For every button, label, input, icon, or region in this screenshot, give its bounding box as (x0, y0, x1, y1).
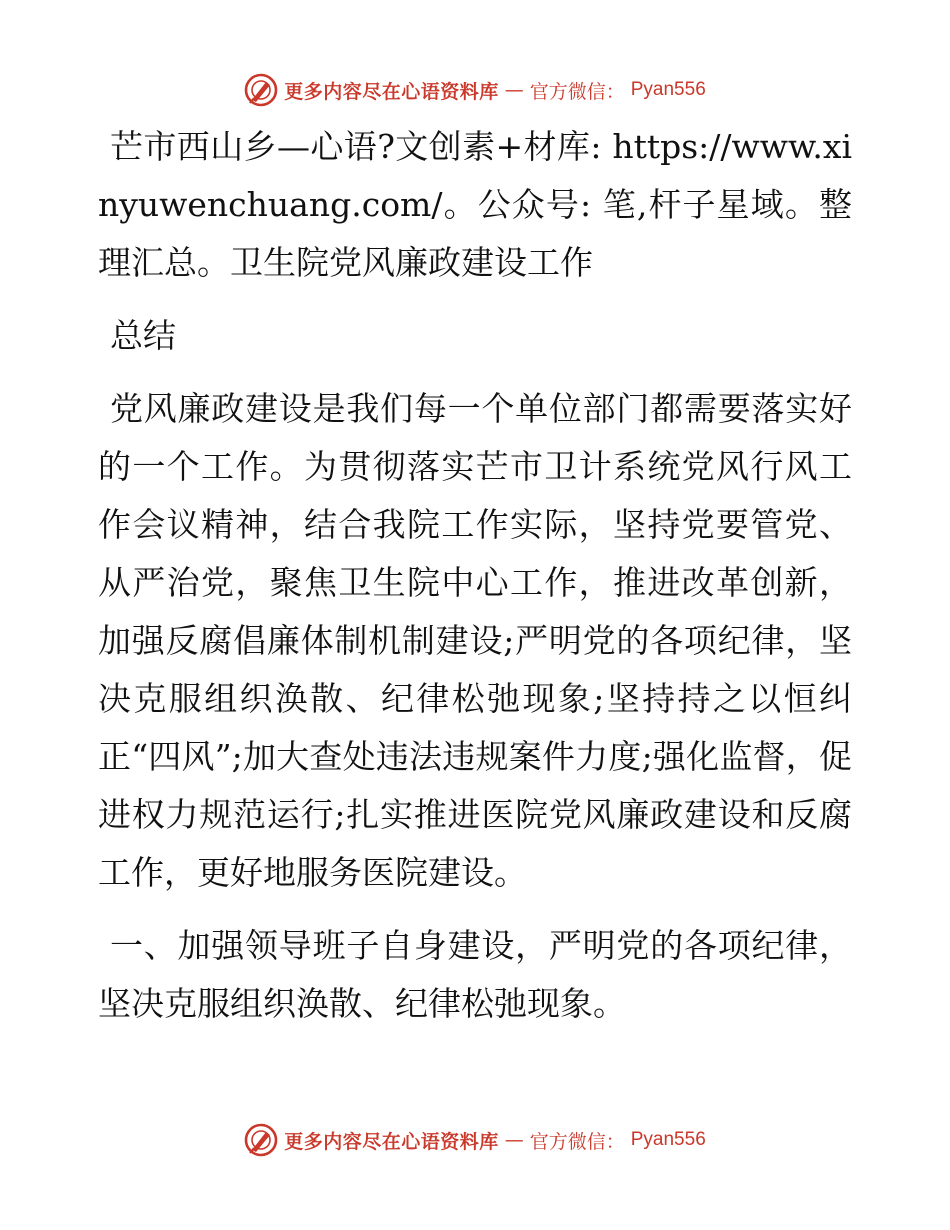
document-intro: 芒市西山乡—心语?文创素+材库: https://www.xinyuwenchuang.com/。公众号: 笔,杆子星域。整理汇总。卫生院党风廉政建设工作 (98, 127, 852, 282)
banner-wechat-id: Pyan556 (630, 1129, 706, 1150)
section-heading-1: 一、加强领导班子自身建设，严明党的各项纪律，坚决克服组织涣散、纪律松弛现象。 (98, 926, 852, 1023)
paragraph-1: 党风廉政建设是我们每一个单位部门都需要落实好的一个工作。为贯彻落实芒市卫计系统党风行风工作会议精神，结合我院工作实际，坚持党要管党、从严治党，聚焦卫生院中心工作，推进改革创新，加强反腐倡廉体制机制建设;严明党的各项纪律，坚决克服组织涣散、纪律松弛现象;坚持持之以恒纠正“四风”;加大查处违法违规案件力度;强化监督，促进权力规范运行;扎实推进医院党风廉政建设和反腐工作，更好地服务医院建设。 (98, 389, 852, 892)
banner-dash: — (504, 79, 524, 101)
banner-wechat-id: Pyan556 (630, 79, 706, 100)
footer-banner (0, 1120, 950, 1160)
banner-title: 更多内容尽在心语资料库 (284, 1130, 499, 1153)
document-title-tail: 总结 (110, 316, 176, 355)
document-body (98, 118, 852, 1048)
quill-logo-icon (244, 73, 278, 107)
banner-wechat-label: 官方微信： (529, 1130, 625, 1153)
banner-wechat-label: 官方微信： (529, 80, 625, 103)
banner-dash: — (504, 1129, 524, 1151)
header-banner (0, 70, 950, 110)
banner-title: 更多内容尽在心语资料库 (284, 80, 499, 103)
quill-logo-icon (244, 1123, 278, 1157)
